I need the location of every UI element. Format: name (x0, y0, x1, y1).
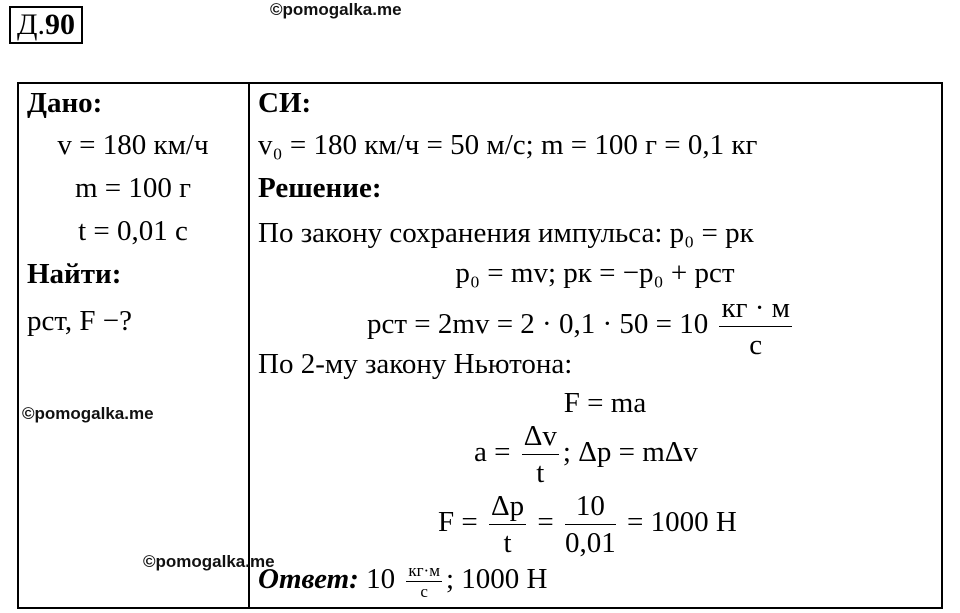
equation-4 (474, 418, 698, 491)
problem-number-value: 90 (44, 8, 75, 41)
given-line-1: v = 180 км/ч (57, 129, 209, 161)
watermark-top: ©pomogalka.me (270, 0, 402, 19)
equation-5-rhs: = 1000 Н (627, 506, 737, 539)
equation-5-numerator-1: Δp (489, 488, 526, 525)
equation-4-numerator: Δv (522, 418, 559, 455)
equation-2-numerator: кг · м (719, 290, 792, 327)
answer-unit-denominator: с (420, 582, 428, 601)
equation-5-fraction-2 (565, 488, 616, 561)
column-divider (248, 82, 250, 609)
equation-5 (438, 488, 737, 561)
watermark-bottom: ©pomogalka.me (143, 552, 275, 571)
equation-4-lhs: a = (474, 436, 511, 469)
equation-4-fraction (522, 418, 559, 491)
equation-5-denominator-1: t (503, 527, 512, 559)
equation-5-equals: = (537, 506, 554, 539)
newton-law: По 2-му закону Ньютона: (258, 348, 573, 380)
answer-label: Ответ: (258, 563, 359, 596)
si-title: СИ: (258, 87, 312, 119)
equation-1: p₀ = mv; pк = −p₀ + pст (455, 257, 735, 289)
answer-unit-numerator: кг·м (408, 561, 440, 580)
equation-5-denominator-2: 0,01 (565, 527, 616, 559)
equation-3: F = ma (563, 387, 647, 419)
answer-unit-fraction (406, 561, 442, 602)
watermark-left: ©pomogalka.me (22, 404, 154, 423)
find-title: Найти: (27, 258, 122, 290)
answer-value-1: 10 (366, 563, 396, 596)
problem-prefix: Д. (17, 8, 45, 41)
problem-number (9, 6, 83, 44)
equation-4-denominator: t (536, 457, 545, 489)
equation-5-fraction-1 (489, 488, 526, 561)
given-title: Дано: (27, 87, 103, 119)
equation-5-numerator-2: 10 (565, 488, 616, 525)
si-line: v₀ = 180 км/ч = 50 м/с; m = 100 г = 0,1 кг (258, 129, 758, 161)
find-values: pст, F −? (27, 305, 132, 337)
given-line-2: m = 100 г (74, 172, 192, 204)
equation-2-fraction (719, 290, 792, 363)
momentum-law: По закону сохранения импульса: p₀ = pк (258, 217, 754, 249)
equation-2-denominator: с (749, 329, 763, 361)
answer-value-2: ; 1000 Н (445, 563, 548, 596)
solution-title: Решение: (258, 172, 382, 204)
given-line-3: t = 0,01 с (78, 215, 188, 247)
answer-line (258, 561, 547, 602)
equation-2-text: pст = 2mv = 2 · 0,1 · 50 = 10 (367, 308, 709, 341)
equation-5-lhs: F = (438, 506, 478, 539)
equation-4-rhs: ; Δp = mΔv (562, 436, 698, 469)
